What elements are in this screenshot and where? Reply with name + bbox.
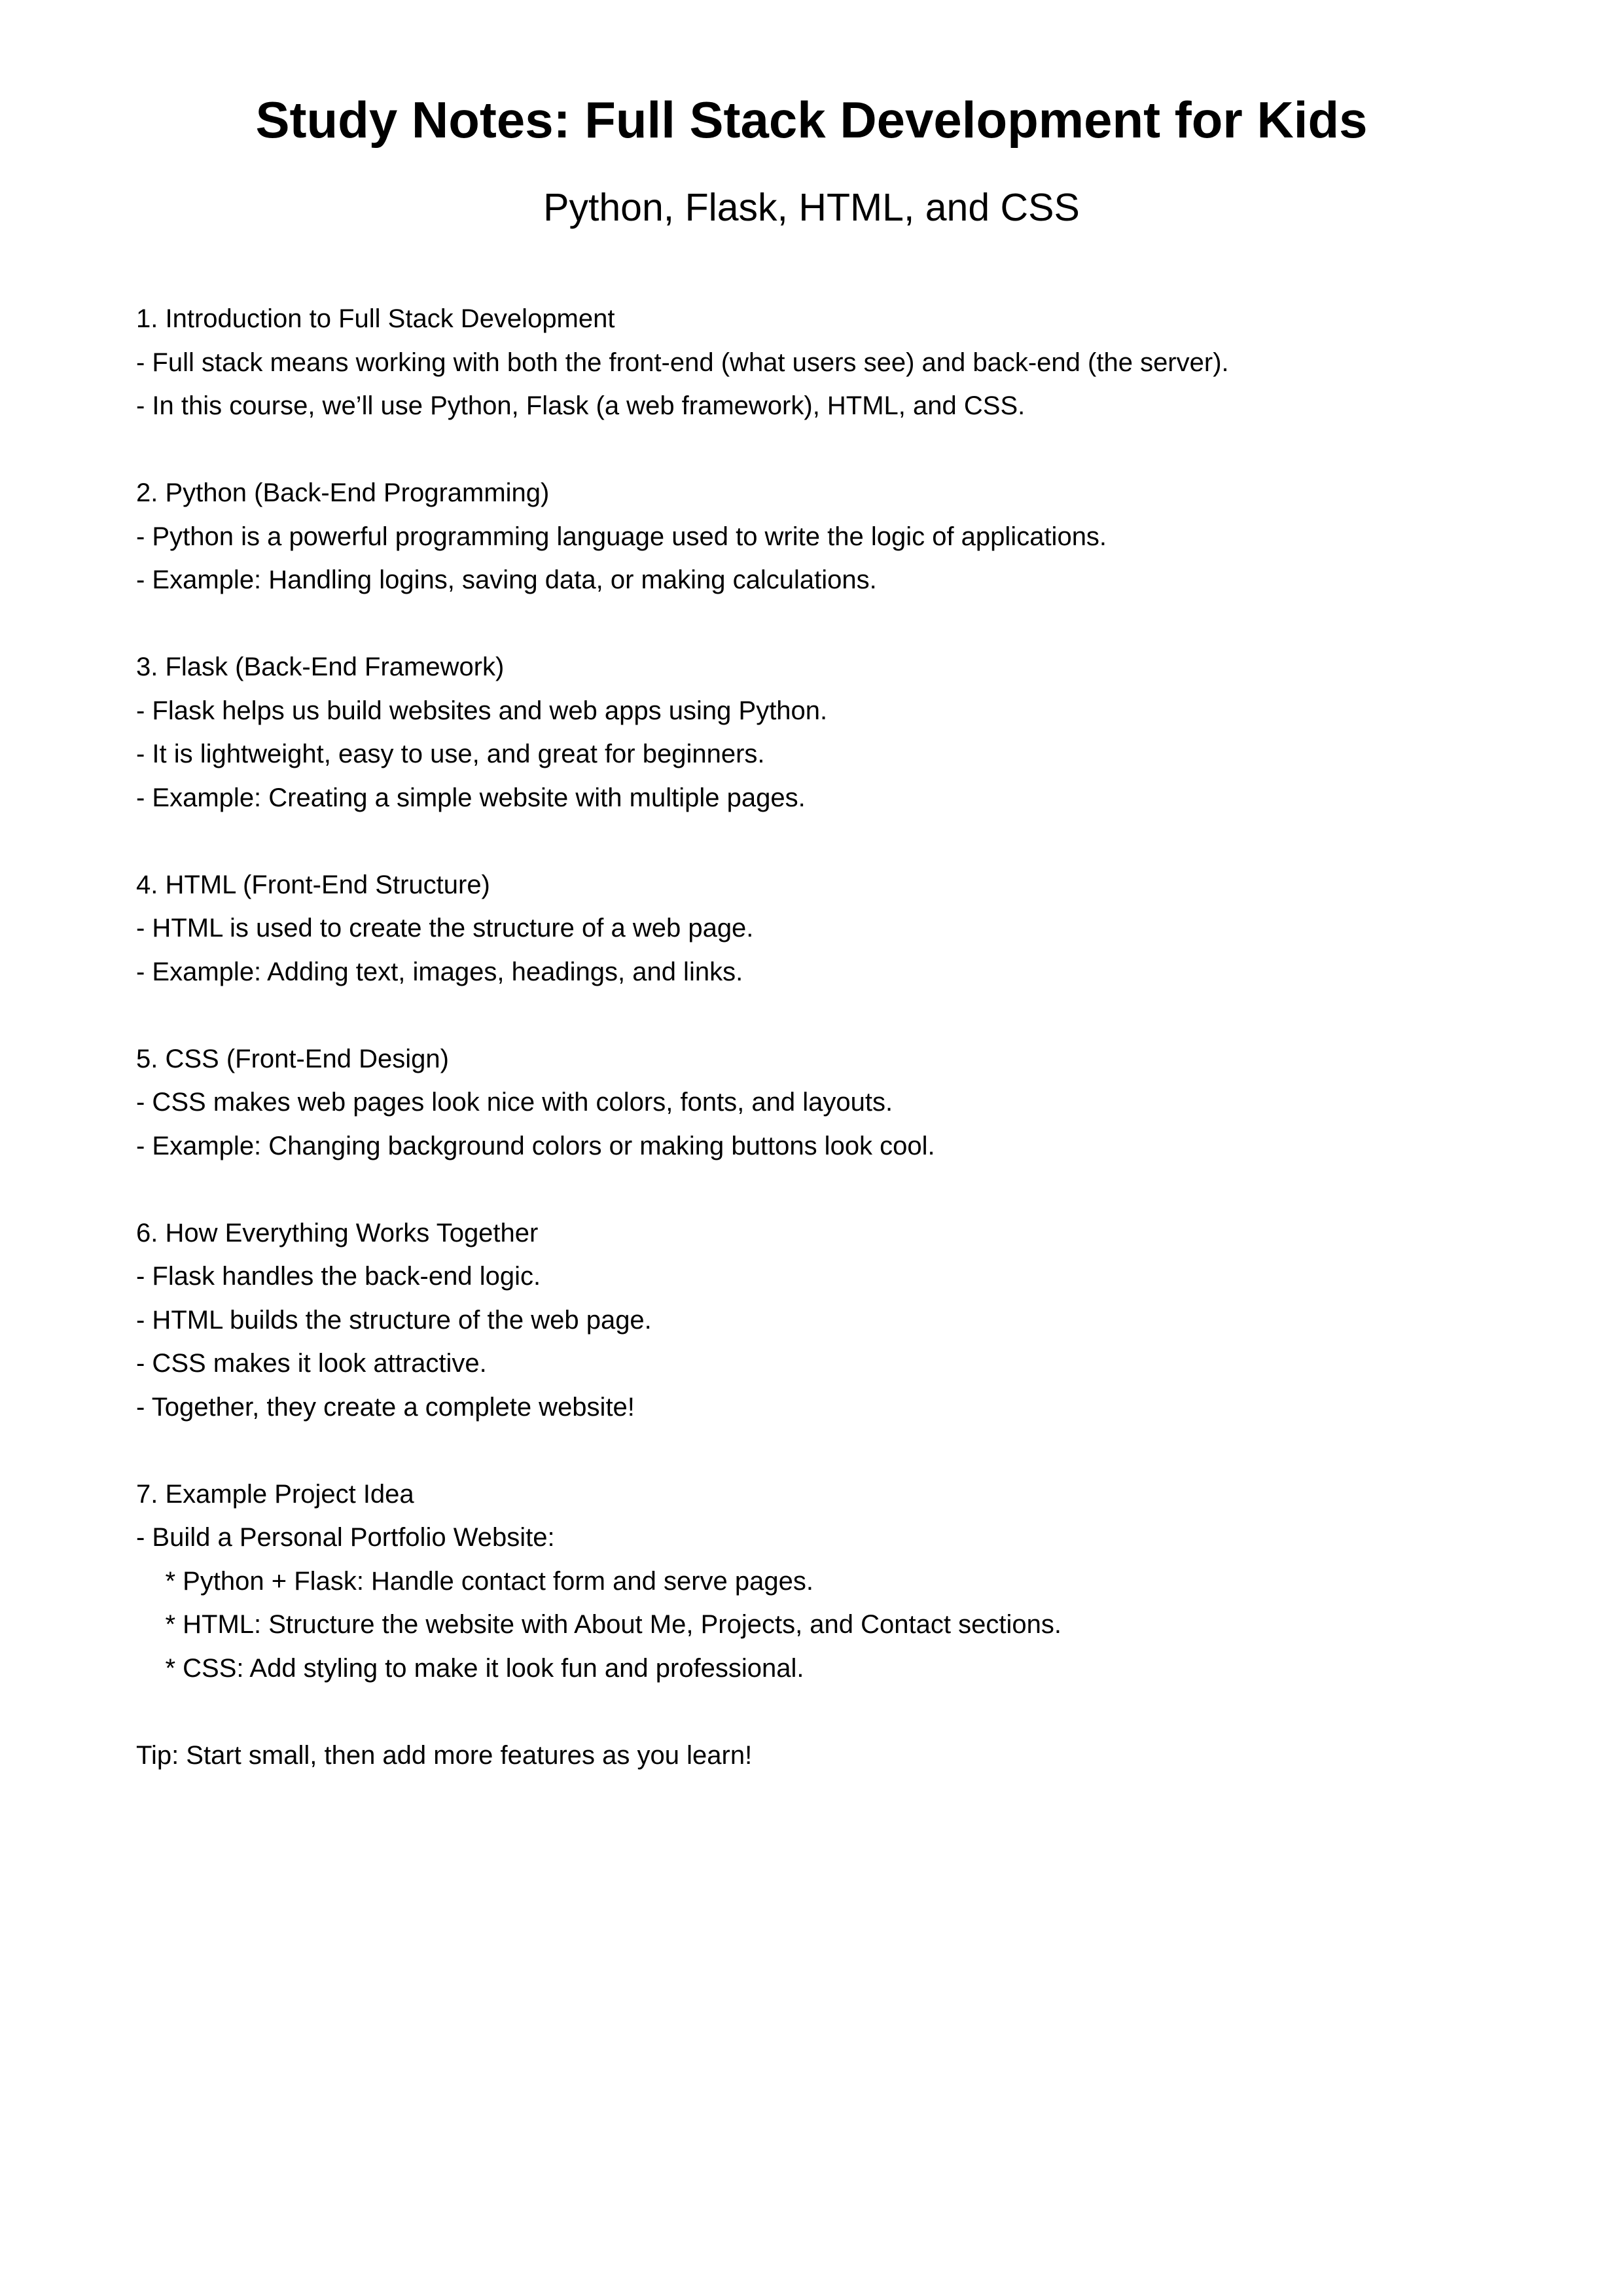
section-heading: 4. HTML (Front-End Structure) [136, 870, 490, 899]
note-line: - Example: Handling logins, saving data, or making calculations. [136, 565, 877, 594]
note-line: - HTML is used to create the structure of a web page. [136, 914, 754, 942]
note-line: - In this course, we’ll use Python, Flask (a web framework), HTML, and CSS. [136, 391, 1026, 420]
note-line: - Together, they create a complete website! [136, 1392, 635, 1422]
note-line: - Python is a powerful programming language used to write the logic of applications. [136, 522, 1107, 551]
note-section [136, 863, 1505, 994]
section-heading: 5. CSS (Front-End Design) [136, 1044, 449, 1073]
note-section [136, 471, 1505, 602]
section-heading: 1. Introduction to Full Stack Development [136, 304, 615, 333]
sections-container [136, 297, 1505, 1690]
note-line: - It is lightweight, easy to use, and great for beginners. [136, 740, 765, 768]
note-line: - Flask handles the back-end logic. [136, 1262, 541, 1291]
note-line: - Example: Changing background colors or making buttons look cool. [136, 1131, 935, 1160]
note-line: - Full stack means working with both the front-end (what users see) and back-end (the server). [136, 348, 1229, 377]
notes-body [136, 297, 1505, 1777]
note-line: - Example: Creating a simple website with multiple pages. [136, 783, 806, 812]
note-section [136, 645, 1505, 819]
document-title: Study Notes: Full Stack Development for Kids [255, 91, 1368, 149]
note-section [136, 297, 1505, 428]
note-section [136, 1211, 1505, 1429]
section-heading: 6. How Everything Works Together [136, 1218, 539, 1247]
note-section [136, 1473, 1505, 1691]
document-subtitle: Python, Flask, HTML, and CSS [543, 186, 1080, 229]
section-heading: 7. Example Project Idea [136, 1479, 414, 1509]
note-line: - HTML builds the structure of the web page. [136, 1305, 652, 1335]
tip-line: Tip: Start small, then add more features as you learn! [136, 1740, 753, 1770]
note-section [136, 1037, 1505, 1168]
note-line: * CSS: Add styling to make it look fun and professional. [136, 1653, 804, 1683]
note-line: - Build a Personal Portfolio Website: [136, 1523, 555, 1552]
section-heading: 3. Flask (Back-End Framework) [136, 653, 505, 681]
note-line: - Flask helps us build websites and web apps using Python. [136, 696, 828, 725]
note-line: - Example: Adding text, images, headings, and links. [136, 957, 743, 986]
note-line: * Python + Flask: Handle contact form and serve pages. [136, 1566, 813, 1596]
note-line: * HTML: Structure the website with About Me, Projects, and Contact sections. [136, 1610, 1061, 1639]
note-line: - CSS makes it look attractive. [136, 1349, 487, 1378]
note-line: - CSS makes web pages look nice with colors, fonts, and layouts. [136, 1088, 893, 1117]
section-heading: 2. Python (Back-End Programming) [136, 478, 550, 507]
